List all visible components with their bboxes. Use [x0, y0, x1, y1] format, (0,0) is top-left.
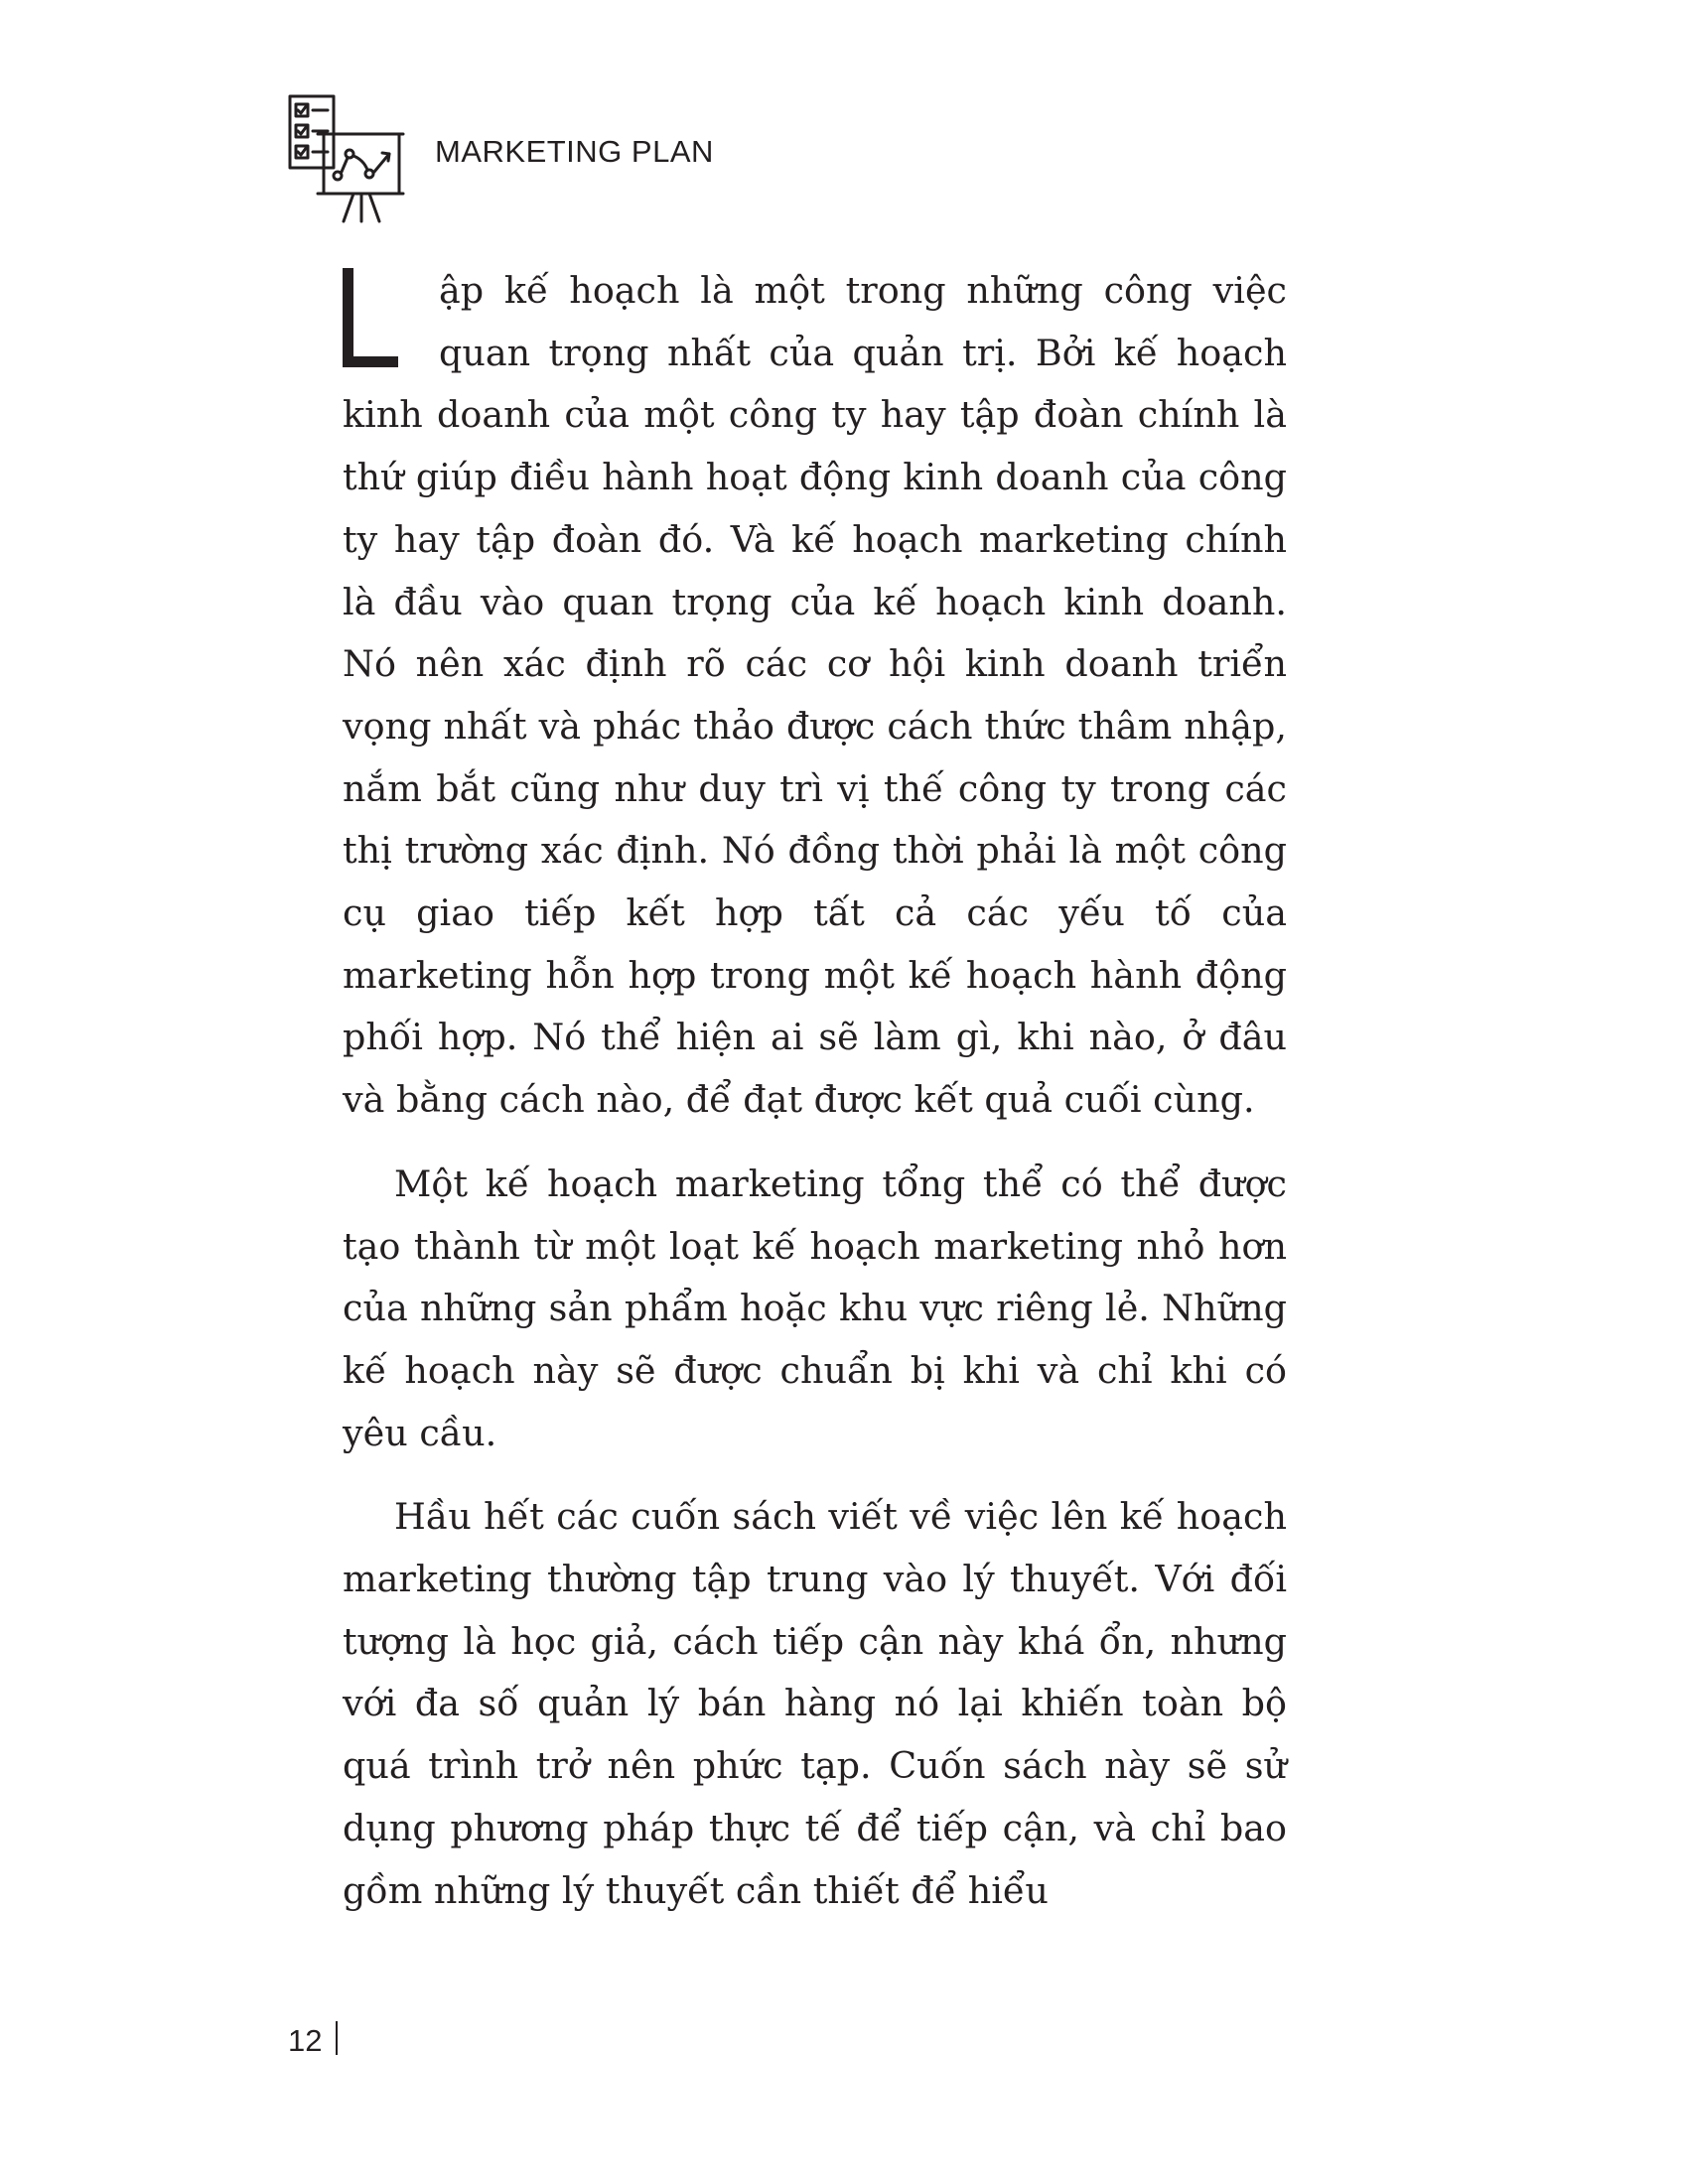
footer-divider	[336, 2021, 338, 2055]
body-text	[343, 260, 1287, 1922]
paragraph-2: Một kế hoạch marketing tổng thể có thể được tạo thành từ một loạt kế hoạch marketing nhỏ hơn của những sản phẩm hoặc khu vực riêng lẻ. Những kế hoạch này sẽ được chuẩn bị khi và chỉ khi có yêu cầu.	[343, 1161, 1287, 1454]
paragraph-1-text: ập kế hoạch là một trong những công việc quan trọng nhất của quản trị. Bởi kế hoạch kinh doanh của một công ty hay tập đoàn chính là thứ giúp điều hành hoạt động kinh doanh của công ty hay tập đoàn đó. Và kế hoạch marketing chính là đầu vào quan trọng của kế hoạch kinh doanh. Nó nên xác định rõ các cơ hội kinh doanh triển vọng nhất và phác thảo được cách thức thâm nhập, nắm bắt cũng như duy trì vị thế công ty trong các thị trường xác định. Nó đồng thời phải là một công cụ giao tiếp kết hợp tất cả các yếu tố của marketing hỗn hợp trong một kế hoạch hành động phối hợp. Nó thể hiện ai sẽ làm gì, khi nào, ở đâu và bằng cách nào, để đạt được kết quả cuối cùng.	[343, 269, 1287, 1122]
drop-cap-letter	[343, 268, 402, 367]
paragraph-1	[343, 260, 1287, 1132]
drop-cap	[343, 268, 439, 373]
header-title: MARKETING PLAN	[435, 134, 714, 169]
checklist-presentation-icon	[288, 94, 417, 228]
paragraph-3: Hầu hết các cuốn sách viết về việc lên kế hoạch marketing thường tập trung vào lý thuyết. Với đối tượng là học giả, cách tiếp cận này khá ổn, nhưng với đa số quản lý bán hàng nó lại khiến toàn bộ quá trình trở nên phức tạp. Cuốn sách này sẽ sử dụng phương pháp thực tế để tiếp cận, và chỉ bao gồm những lý thuyết cần thiết để hiểu	[343, 1495, 1287, 1912]
page-number: 12	[288, 2023, 323, 2058]
page-footer	[288, 2021, 338, 2059]
running-header	[288, 94, 983, 228]
